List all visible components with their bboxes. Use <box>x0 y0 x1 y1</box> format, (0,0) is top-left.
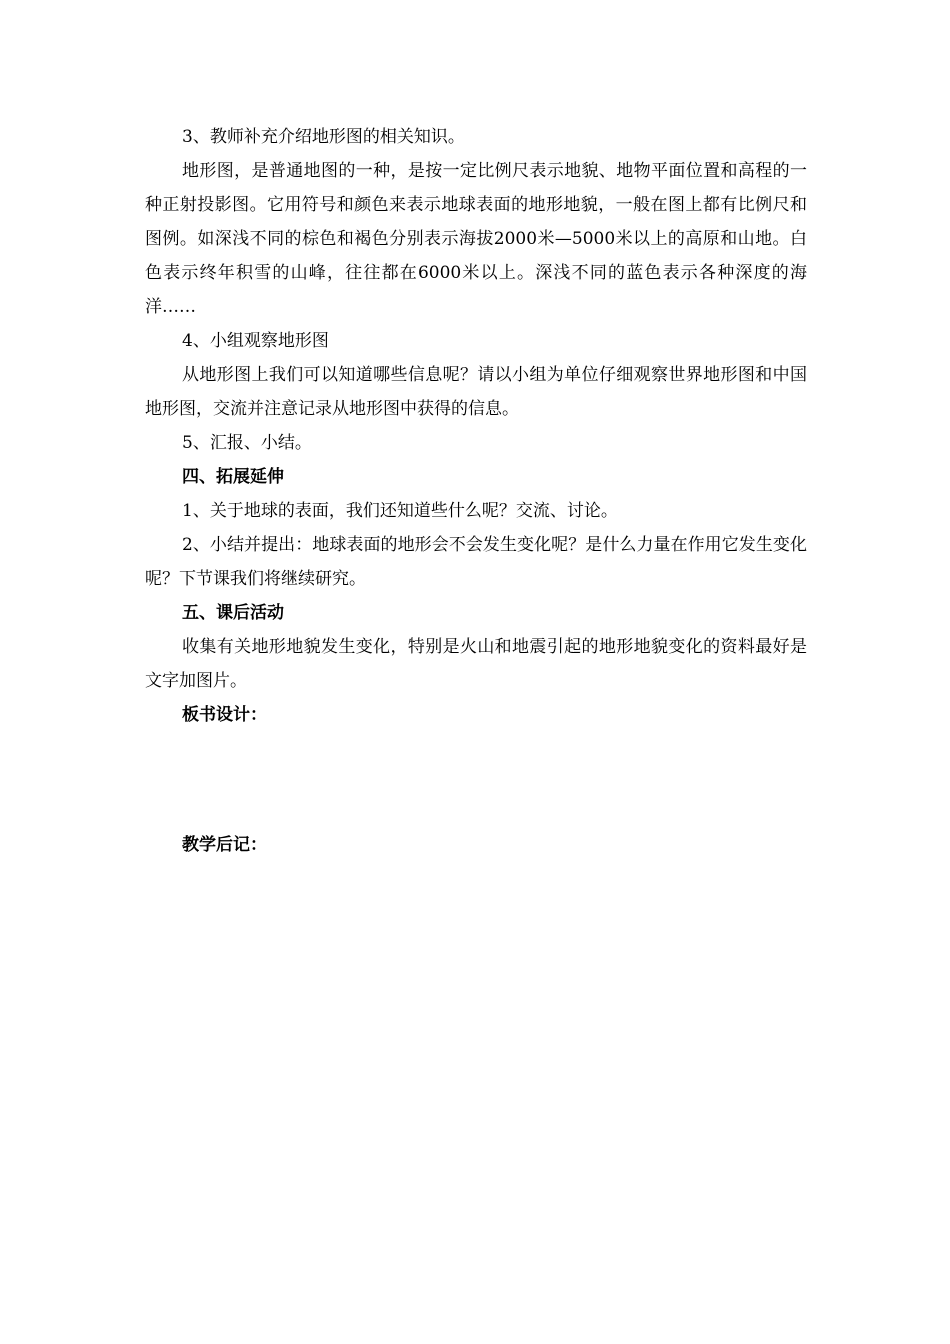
step-3-paragraph: 3、教师补充介绍地形图的相关知识。 <box>182 127 465 147</box>
document-page <box>145 120 807 862</box>
board-design-space <box>145 732 807 828</box>
extension-item-1: 1、关于地球的表面，我们还知道些什么呢？交流、讨论。 <box>182 501 618 521</box>
board-design-heading: 板书设计： <box>182 705 267 725</box>
step-5-paragraph: 5、汇报、小结。 <box>182 433 312 453</box>
topographic-map-description: 地形图，是普通地图的一种，是按一定比例尺表示地貌、地物平面位置和高程的一种正射投影图。它用符号和颜色来表示地球表面的地形地貌，一般在图上都有比例尺和图例。如深浅不同的棕色和褐色分别表示海拔2000米—5000米以上的高原和山地。白色表示终年积雪的山峰，往往都在6000米以上。深浅不同的蓝色表示各种深度的海洋…… <box>145 161 807 317</box>
after-class-activity: 收集有关地形地貌发生变化，特别是火山和地震引起的地形地貌变化的资料最好是文字加图片。 <box>145 637 807 691</box>
section-extension-heading: 四、拓展延伸 <box>182 467 284 487</box>
group-observation-paragraph: 从地形图上我们可以知道哪些信息呢？请以小组为单位仔细观察世界地形图和中国地形图，交流并注意记录从地形图中获得的信息。 <box>145 365 807 419</box>
section-after-class-heading: 五、课后活动 <box>182 603 284 623</box>
step-4-paragraph: 4、小组观察地形图 <box>182 331 329 351</box>
extension-item-2: 2、小结并提出：地球表面的地形会不会发生变化呢？是什么力量在作用它发生变化呢？下节课我们将继续研究。 <box>145 535 807 589</box>
teaching-notes-heading: 教学后记： <box>182 835 267 855</box>
